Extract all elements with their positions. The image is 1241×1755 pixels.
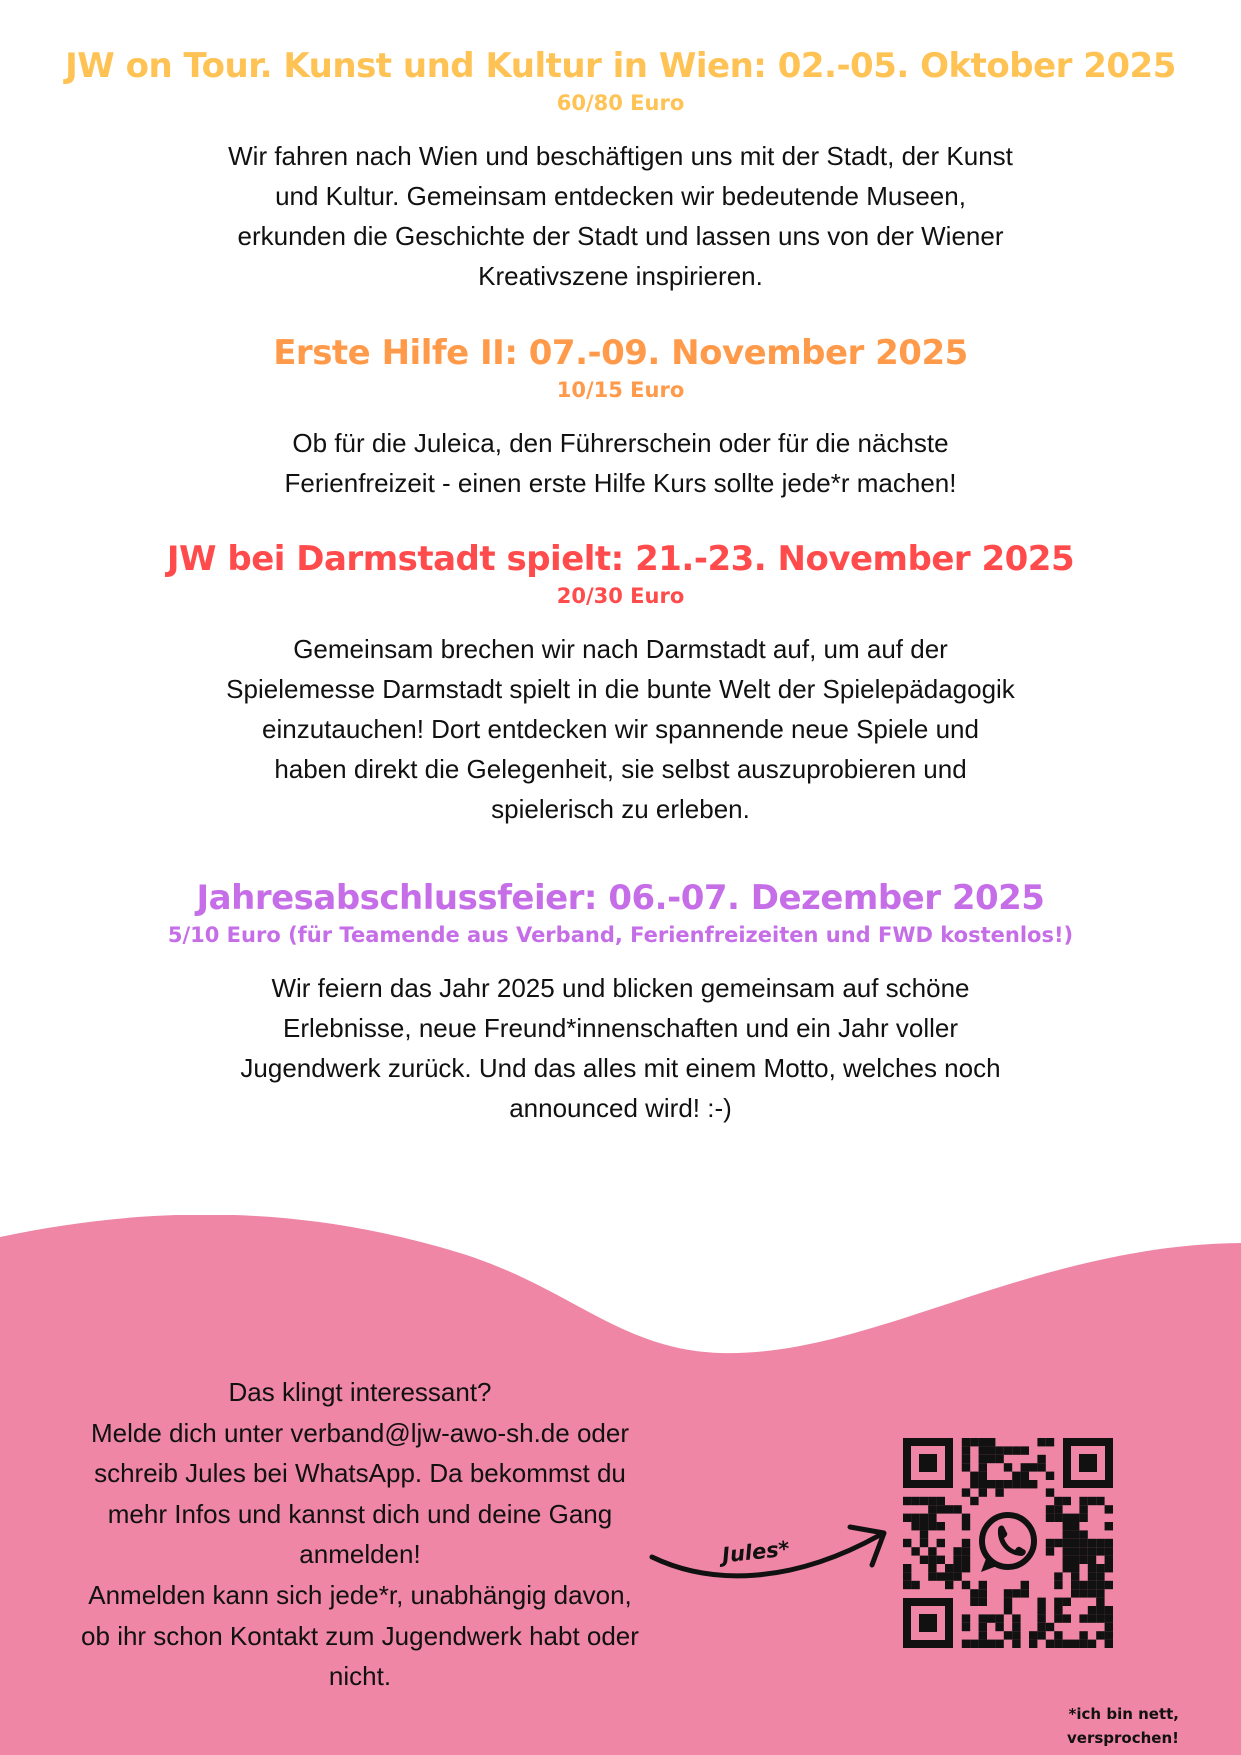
qr-module xyxy=(1054,1581,1062,1589)
qr-module xyxy=(911,1547,919,1555)
qr-module xyxy=(920,1514,928,1522)
qr-module xyxy=(987,1614,995,1622)
qr-module xyxy=(1079,1547,1087,1555)
qr-module xyxy=(995,1614,1003,1622)
qr-module xyxy=(1012,1472,1020,1480)
description-line: Spielemesse Darmstadt spielt in die bunte Welt der Spielepädagogik xyxy=(226,674,1015,704)
qr-module xyxy=(1037,1631,1045,1639)
description-line: Kreativszene inspirieren. xyxy=(478,261,763,291)
qr-module xyxy=(970,1438,978,1446)
qr-module xyxy=(1105,1547,1113,1555)
qr-module xyxy=(1071,1556,1079,1564)
qr-module xyxy=(1105,1640,1113,1648)
qr-module xyxy=(937,1556,945,1564)
qr-module xyxy=(1096,1614,1104,1622)
qr-module xyxy=(1029,1463,1037,1471)
qr-module xyxy=(1105,1564,1113,1572)
contact-line: ob ihr schon Kontakt zum Jugendwerk habt oder xyxy=(81,1620,639,1651)
qr-module xyxy=(1088,1556,1096,1564)
qr-module xyxy=(979,1455,987,1463)
contact-line: anmelden! xyxy=(299,1539,421,1570)
description-line: und Kultur. Gemeinsam entdecken wir bedeutende Museen, xyxy=(275,181,966,211)
qr-module xyxy=(920,1497,928,1505)
description-line: Ob für die Juleica, den Führerschein oder für die nächste xyxy=(292,428,949,458)
qr-module xyxy=(1004,1598,1012,1606)
qr-module xyxy=(903,1514,911,1522)
qr-module xyxy=(903,1497,911,1505)
qr-module xyxy=(970,1589,978,1597)
qr-module xyxy=(1063,1514,1071,1522)
qr-module xyxy=(1046,1640,1054,1648)
qr-module xyxy=(962,1564,970,1572)
qr-module xyxy=(962,1623,970,1631)
qr-module xyxy=(903,1564,911,1572)
qr-module xyxy=(911,1581,919,1589)
contact-line-email[interactable]: Melde dich unter verband@ljw-awo-sh.de oder xyxy=(90,1417,629,1448)
whatsapp-qr-code[interactable] xyxy=(903,1438,1113,1648)
qr-module xyxy=(987,1480,995,1488)
qr-module xyxy=(1088,1539,1096,1547)
qr-module xyxy=(928,1572,936,1580)
qr-module xyxy=(970,1480,978,1488)
description-line: spielerisch zu erleben. xyxy=(491,794,750,824)
qr-module xyxy=(1063,1556,1071,1564)
qr-module xyxy=(1012,1631,1020,1639)
qr-module xyxy=(979,1581,987,1589)
qr-module xyxy=(979,1480,987,1488)
qr-module xyxy=(1096,1589,1104,1597)
qr-module xyxy=(1029,1640,1037,1648)
qr-module xyxy=(1046,1438,1054,1446)
qr-module xyxy=(995,1488,1003,1496)
qr-module xyxy=(953,1547,961,1555)
qr-module xyxy=(979,1614,987,1622)
qr-module xyxy=(1063,1522,1071,1530)
qr-module xyxy=(1054,1598,1062,1606)
qr-module xyxy=(1088,1606,1096,1614)
event-price: 5/10 Euro (für Teamende aus Verband, Ferienfreizeiten und FWD kostenlos!) xyxy=(167,923,1074,947)
qr-module xyxy=(979,1463,987,1471)
qr-module xyxy=(970,1598,978,1606)
contact-line: Anmelden kann sich jede*r, unabhängig davon, xyxy=(88,1579,632,1610)
qr-module xyxy=(1105,1556,1113,1564)
qr-module xyxy=(1096,1598,1104,1606)
qr-module xyxy=(1004,1480,1012,1488)
qr-module xyxy=(979,1488,987,1496)
qr-module xyxy=(945,1581,953,1589)
description-line: Erlebnisse, neue Freund*innenschaften und ein Jahr voller xyxy=(283,1013,958,1043)
qr-module xyxy=(1096,1606,1104,1614)
qr-module xyxy=(962,1640,970,1648)
qr-module xyxy=(937,1572,945,1580)
qr-module xyxy=(995,1455,1003,1463)
qr-module xyxy=(1071,1589,1079,1597)
contact-line: Das klingt interessant? xyxy=(228,1377,492,1407)
qr-module xyxy=(1054,1640,1062,1648)
qr-module xyxy=(1096,1497,1104,1505)
qr-module xyxy=(1037,1623,1045,1631)
qr-module xyxy=(987,1438,995,1446)
qr-module xyxy=(1029,1631,1037,1639)
qr-module xyxy=(1012,1623,1020,1631)
qr-module xyxy=(1054,1631,1062,1639)
qr-module xyxy=(1046,1623,1054,1631)
description-line: announced wird! :-) xyxy=(509,1093,732,1123)
qr-module xyxy=(937,1522,945,1530)
event-description xyxy=(0,968,1241,1128)
contact-line: nicht. xyxy=(328,1661,392,1692)
qr-module xyxy=(1063,1530,1071,1538)
qr-module xyxy=(1004,1589,1012,1597)
qr-module xyxy=(1021,1446,1029,1454)
qr-module xyxy=(1046,1505,1054,1513)
qr-module xyxy=(1079,1497,1087,1505)
qr-module xyxy=(962,1488,970,1496)
description-line: Jugendwerk zurück. Und das alles mit einem Motto, welches noch xyxy=(240,1053,1001,1083)
qr-module xyxy=(1021,1581,1029,1589)
qr-module xyxy=(962,1556,970,1564)
qr-module xyxy=(1021,1589,1029,1597)
contact-line: mehr Infos und kannst dich und deine Gang xyxy=(107,1498,613,1529)
qr-module xyxy=(920,1539,928,1547)
qr-module xyxy=(1063,1497,1071,1505)
qr-module xyxy=(1096,1539,1104,1547)
event-price: 10/15 Euro xyxy=(556,378,685,402)
qr-module xyxy=(1088,1640,1096,1648)
qr-module xyxy=(1105,1623,1113,1631)
event-darmstadt-spielt xyxy=(0,537,1241,829)
qr-module xyxy=(1079,1581,1087,1589)
qr-module xyxy=(911,1522,919,1530)
qr-module xyxy=(1088,1547,1096,1555)
qr-module xyxy=(1079,1631,1087,1639)
qr-module xyxy=(1046,1472,1054,1480)
qr-module xyxy=(1105,1522,1113,1530)
qr-module xyxy=(937,1539,945,1547)
qr-module xyxy=(1037,1455,1045,1463)
qr-module xyxy=(928,1514,936,1522)
description-line: haben direkt die Gelegenheit, sie selbst auszuprobieren und xyxy=(274,754,967,784)
qr-module xyxy=(979,1438,987,1446)
qr-module xyxy=(995,1480,1003,1488)
qr-module xyxy=(1071,1530,1079,1538)
qr-module xyxy=(1054,1505,1062,1513)
whatsapp-icon xyxy=(972,1507,1044,1579)
qr-module xyxy=(945,1505,953,1513)
qr-module xyxy=(1088,1589,1096,1597)
event-price: 20/30 Euro xyxy=(556,584,685,608)
qr-module xyxy=(1079,1505,1087,1513)
qr-module xyxy=(1037,1438,1045,1446)
arrow-label: Jules* xyxy=(720,1536,791,1568)
event-erste-hilfe xyxy=(0,331,1241,503)
qr-module xyxy=(1037,1614,1045,1622)
qr-module xyxy=(937,1505,945,1513)
qr-module xyxy=(1054,1614,1062,1622)
qr-module xyxy=(979,1598,987,1606)
event-title: Jahresabschlussfeier: 06.-07. Dezember 2025 xyxy=(196,878,1045,918)
qr-module xyxy=(995,1640,1003,1648)
qr-module xyxy=(1088,1581,1096,1589)
qr-module xyxy=(1071,1581,1079,1589)
qr-module xyxy=(1046,1488,1054,1496)
qr-module xyxy=(1063,1547,1071,1555)
qr-module xyxy=(928,1505,936,1513)
qr-module xyxy=(928,1497,936,1505)
qr-module xyxy=(937,1497,945,1505)
qr-module xyxy=(970,1640,978,1648)
qr-module xyxy=(1079,1556,1087,1564)
qr-module xyxy=(979,1623,987,1631)
qr-module xyxy=(945,1564,953,1572)
event-description xyxy=(0,629,1241,829)
qr-module xyxy=(928,1564,936,1572)
footnote-line: *ich bin nett, xyxy=(1068,1705,1179,1723)
qr-module xyxy=(911,1497,919,1505)
qr-module xyxy=(1063,1539,1071,1547)
qr-module xyxy=(1096,1547,1104,1555)
qr-module xyxy=(1063,1598,1071,1606)
qr-module xyxy=(962,1446,970,1454)
qr-module xyxy=(1105,1631,1113,1639)
event-tour-wien xyxy=(0,44,1241,296)
qr-module xyxy=(1012,1446,1020,1454)
qr-module xyxy=(995,1446,1003,1454)
qr-module xyxy=(962,1463,970,1471)
qr-module xyxy=(903,1581,911,1589)
qr-module xyxy=(962,1581,970,1589)
qr-module xyxy=(903,1539,911,1547)
qr-module xyxy=(962,1539,970,1547)
qr-module xyxy=(1088,1564,1096,1572)
qr-module xyxy=(1088,1497,1096,1505)
qr-module xyxy=(962,1514,970,1522)
qr-module xyxy=(1079,1589,1087,1597)
qr-module xyxy=(1054,1514,1062,1522)
qr-module xyxy=(987,1446,995,1454)
qr-module xyxy=(979,1631,987,1639)
qr-module xyxy=(1054,1572,1062,1580)
qr-module xyxy=(1105,1614,1113,1622)
qr-module xyxy=(1012,1614,1020,1622)
qr-module xyxy=(962,1522,970,1530)
qr-module xyxy=(962,1547,970,1555)
qr-module xyxy=(1071,1640,1079,1648)
qr-module xyxy=(1096,1572,1104,1580)
footnote xyxy=(979,1702,1179,1750)
qr-module xyxy=(1079,1514,1087,1522)
qr-module xyxy=(1021,1472,1029,1480)
event-price: 60/80 Euro xyxy=(556,91,685,115)
qr-module xyxy=(953,1505,961,1513)
qr-module xyxy=(1071,1514,1079,1522)
qr-module xyxy=(1079,1614,1087,1622)
qr-module xyxy=(1071,1547,1079,1555)
qr-module xyxy=(1071,1564,1079,1572)
description-line: erkunden die Geschichte der Stadt und lassen uns von der Wiener xyxy=(237,221,1004,251)
qr-module xyxy=(1079,1539,1087,1547)
qr-module xyxy=(1063,1564,1071,1572)
qr-module xyxy=(979,1640,987,1648)
qr-module xyxy=(928,1556,936,1564)
qr-module xyxy=(1096,1581,1104,1589)
qr-module xyxy=(962,1455,970,1463)
description-line: einzutauchen! Dort entdecken wir spannende neue Spiele und xyxy=(262,714,979,744)
qr-module xyxy=(1004,1631,1012,1639)
qr-module xyxy=(928,1547,936,1555)
qr-module xyxy=(1088,1572,1096,1580)
qr-module xyxy=(1012,1640,1020,1648)
description-line: Ferienfreizeit - einen erste Hilfe Kurs sollte jede*r machen! xyxy=(284,468,957,498)
qr-module xyxy=(928,1522,936,1530)
qr-module xyxy=(1054,1539,1062,1547)
event-title: JW on Tour. Kunst und Kultur in Wien: 02.-05. Oktober 2025 xyxy=(65,46,1176,86)
qr-module xyxy=(979,1472,987,1480)
qr-module xyxy=(920,1530,928,1538)
qr-module xyxy=(1046,1547,1054,1555)
footnote-line: versprochen! xyxy=(1067,1729,1179,1747)
qr-module xyxy=(953,1556,961,1564)
qr-module xyxy=(1063,1614,1071,1622)
qr-module xyxy=(979,1589,987,1597)
qr-module xyxy=(987,1640,995,1648)
qr-module xyxy=(962,1614,970,1622)
qr-module xyxy=(1105,1505,1113,1513)
qr-module xyxy=(970,1497,978,1505)
qr-module xyxy=(1079,1640,1087,1648)
qr-module xyxy=(1088,1614,1096,1622)
qr-module xyxy=(1054,1497,1062,1505)
qr-module xyxy=(1063,1640,1071,1648)
qr-module xyxy=(1004,1463,1012,1471)
qr-module xyxy=(1079,1530,1087,1538)
qr-module xyxy=(1096,1631,1104,1639)
qr-module xyxy=(953,1564,961,1572)
qr-module xyxy=(911,1514,919,1522)
qr-module xyxy=(1037,1463,1045,1471)
description-line: Wir fahren nach Wien und beschäftigen uns mit der Stadt, der Kunst xyxy=(228,141,1013,171)
qr-module xyxy=(903,1572,911,1580)
description-line: Wir feiern das Jahr 2025 und blicken gemeinsam auf schöne xyxy=(271,973,970,1003)
qr-module xyxy=(1054,1606,1062,1614)
qr-module xyxy=(1021,1463,1029,1471)
event-description xyxy=(0,136,1241,296)
qr-module xyxy=(1105,1581,1113,1589)
qr-module xyxy=(1071,1539,1079,1547)
qr-module xyxy=(1071,1572,1079,1580)
event-title: Erste Hilfe II: 07.-09. November 2025 xyxy=(273,333,968,373)
qr-module xyxy=(1037,1598,1045,1606)
qr-module xyxy=(1105,1606,1113,1614)
qr-module xyxy=(1021,1480,1029,1488)
event-description xyxy=(0,423,1241,503)
qr-module xyxy=(1012,1480,1020,1488)
qr-module xyxy=(970,1472,978,1480)
qr-module xyxy=(987,1455,995,1463)
qr-module xyxy=(1096,1564,1104,1572)
event-title: JW bei Darmstadt spielt: 21.-23. November 2025 xyxy=(166,539,1075,579)
qr-module xyxy=(995,1623,1003,1631)
qr-module xyxy=(1037,1606,1045,1614)
contact-line: schreib Jules bei WhatsApp. Da bekommst du xyxy=(94,1458,626,1489)
qr-module xyxy=(1012,1589,1020,1597)
qr-module xyxy=(962,1438,970,1446)
description-line: Gemeinsam brechen wir nach Darmstadt auf, um auf der xyxy=(293,634,948,664)
event-jahresabschlussfeier xyxy=(0,876,1241,1128)
qr-module xyxy=(1046,1514,1054,1522)
qr-module xyxy=(1029,1480,1037,1488)
qr-module xyxy=(1004,1446,1012,1454)
qr-module xyxy=(920,1556,928,1564)
qr-module xyxy=(1046,1539,1054,1547)
qr-module xyxy=(920,1522,928,1530)
qr-module xyxy=(953,1572,961,1580)
qr-module xyxy=(979,1446,987,1454)
qr-module xyxy=(945,1572,953,1580)
qr-module xyxy=(1004,1606,1012,1614)
qr-module xyxy=(1071,1522,1079,1530)
contact-info xyxy=(40,1372,680,1697)
qr-module xyxy=(1105,1539,1113,1547)
